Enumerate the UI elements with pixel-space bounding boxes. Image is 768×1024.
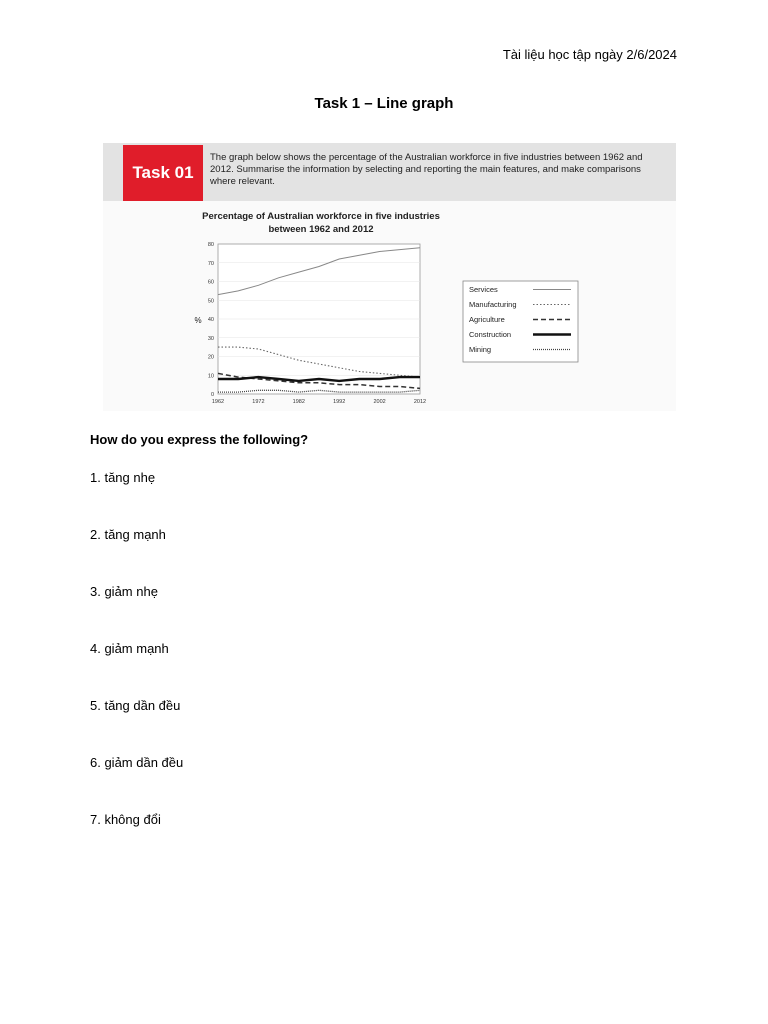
- x-tick-label: 2002: [373, 399, 386, 405]
- y-axis-label: %: [194, 316, 202, 325]
- y-tick-label: 30: [207, 335, 214, 342]
- task-figure: [103, 143, 676, 411]
- question-item: 4. giảm mạnh: [90, 641, 169, 656]
- y-tick-label: 80: [207, 242, 214, 248]
- x-tick-label: 1972: [252, 399, 265, 405]
- x-tick-label: 1992: [333, 399, 346, 405]
- legend-label: Agriculture: [469, 315, 505, 324]
- chart-title-line2: between 1962 and 2012: [268, 224, 374, 235]
- document-date: Tài liệu học tập ngày 2/6/2024: [502, 47, 677, 62]
- x-tick-label: 2012: [413, 399, 427, 405]
- task-description: The graph below shows the percentage of the Australian workforce in five industries between 1962 and 2012. Summarise the information by selecting and reporting the main features, and make comparisons where relevant.: [210, 152, 643, 187]
- legend-label: Mining: [469, 345, 492, 354]
- y-tick-label: 40: [207, 317, 214, 323]
- y-tick-label: 0: [210, 392, 214, 398]
- x-tick-label: 1982: [292, 399, 305, 405]
- legend-label: Services: [469, 285, 498, 294]
- task-banner: [103, 143, 676, 201]
- plot-area: [208, 242, 426, 405]
- question-item: 6. giảm dần đều: [90, 755, 184, 770]
- question-item: 3. giảm nhẹ: [90, 584, 158, 599]
- legend-label: Manufacturing: [469, 300, 517, 309]
- chart-title-line1: Percentage of Australian workforce in five industries: [202, 211, 440, 222]
- questions-heading: How do you express the following?: [90, 432, 309, 447]
- question-item: 7. không đổi: [90, 812, 161, 827]
- question-item: 5. tăng dần đều: [90, 698, 181, 713]
- line-chart: [103, 207, 676, 411]
- task-badge: Task 01: [123, 145, 203, 201]
- question-item: 1. tăng nhẹ: [90, 470, 156, 485]
- y-tick-label: 20: [207, 354, 214, 361]
- question-item: 2. tăng mạnh: [90, 527, 166, 542]
- chart-legend: [463, 281, 578, 362]
- legend-label: Construction: [469, 330, 512, 339]
- y-tick-label: 50: [207, 298, 214, 305]
- y-tick-label: 10: [207, 373, 214, 380]
- y-tick-label: 70: [207, 260, 214, 267]
- page-title: Task 1 – Line graph: [314, 95, 454, 112]
- x-tick-label: 1962: [211, 399, 225, 405]
- y-tick-label: 60: [207, 279, 214, 286]
